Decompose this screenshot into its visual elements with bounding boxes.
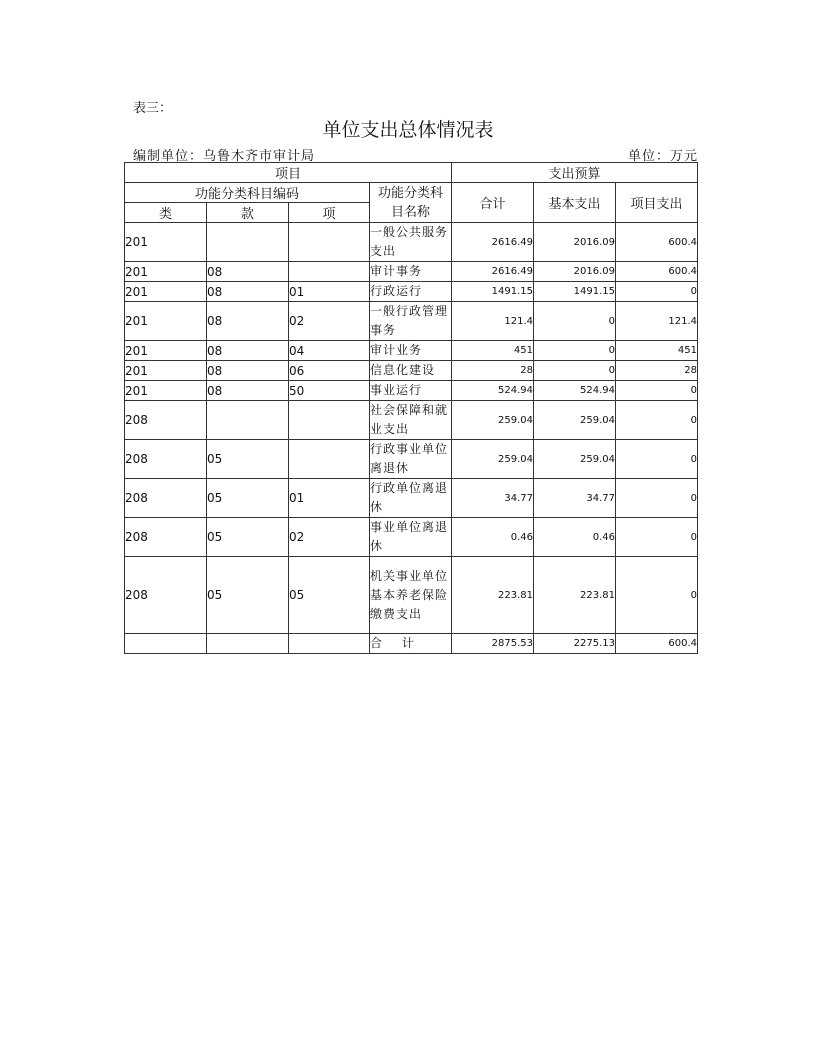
cell-basic: 259.04 — [534, 401, 616, 440]
cell-basic: 0 — [534, 341, 616, 361]
table-row — [125, 440, 698, 479]
table-row — [125, 479, 698, 518]
header-func-name: 功能分类科目名称 — [370, 183, 452, 223]
cell-name: 一般行政管理事务 — [370, 302, 452, 341]
cell-kuan: 05 — [207, 479, 289, 518]
cell-name: 信息化建设 — [370, 361, 452, 381]
table-row — [125, 262, 698, 282]
total-basic: 2275.13 — [534, 634, 616, 654]
total-proj: 600.4 — [616, 634, 698, 654]
currency-unit: 单位：万元 — [628, 149, 699, 164]
cell-lei: 201 — [125, 262, 207, 282]
total-total: 2875.53 — [452, 634, 534, 654]
header-kuan: 款 — [207, 203, 289, 223]
total-row — [125, 634, 698, 654]
cell-name: 事业单位离退休 — [370, 518, 452, 557]
cell-basic: 259.04 — [534, 440, 616, 479]
cell-total: 451 — [452, 341, 534, 361]
cell-lei: 201 — [125, 381, 207, 401]
header-lei: 类 — [125, 203, 207, 223]
cell-total: 1491.15 — [452, 282, 534, 302]
compiling-unit: 编制单位：乌鲁木齐市审计局 — [133, 149, 316, 164]
cell-basic: 0 — [534, 302, 616, 341]
cell-proj: 0 — [616, 440, 698, 479]
cell-basic: 524.94 — [534, 381, 616, 401]
cell-name: 行政事业单位离退休 — [370, 440, 452, 479]
empty-cell — [125, 634, 207, 654]
cell-basic: 2016.09 — [534, 223, 616, 262]
cell-basic: 223.81 — [534, 557, 616, 634]
header-budget: 支出预算 — [452, 163, 698, 183]
total-name: 合 计 — [370, 634, 452, 654]
cell-lei: 208 — [125, 557, 207, 634]
table-row — [125, 557, 698, 634]
cell-total: 223.81 — [452, 557, 534, 634]
cell-basic: 34.77 — [534, 479, 616, 518]
cell-proj: 0 — [616, 518, 698, 557]
cell-proj: 28 — [616, 361, 698, 381]
header-func-code: 功能分类科目编码 — [125, 183, 370, 203]
cell-total: 121.4 — [452, 302, 534, 341]
empty-cell — [207, 634, 289, 654]
cell-total: 2616.49 — [452, 262, 534, 282]
cell-xiang: 06 — [289, 361, 370, 381]
cell-name: 一般公共服务支出 — [370, 223, 452, 262]
cell-xiang: 02 — [289, 518, 370, 557]
table-row — [125, 381, 698, 401]
cell-proj: 0 — [616, 282, 698, 302]
cell-kuan: 08 — [207, 262, 289, 282]
cell-proj: 0 — [616, 479, 698, 518]
cell-xiang: 05 — [289, 557, 370, 634]
header-xiang: 项 — [289, 203, 370, 223]
cell-kuan: 08 — [207, 381, 289, 401]
cell-name: 审计业务 — [370, 341, 452, 361]
expenditure-table — [124, 162, 698, 654]
cell-xiang — [289, 401, 370, 440]
header-basic: 基本支出 — [534, 183, 616, 223]
cell-xiang: 50 — [289, 381, 370, 401]
table-row — [125, 361, 698, 381]
page-title: 单位支出总体情况表 — [322, 119, 494, 141]
table-row — [125, 401, 698, 440]
cell-total: 524.94 — [452, 381, 534, 401]
cell-lei: 201 — [125, 302, 207, 341]
header-project: 项目 — [125, 163, 452, 183]
cell-proj: 0 — [616, 557, 698, 634]
cell-kuan: 08 — [207, 282, 289, 302]
cell-name: 社会保障和就业支出 — [370, 401, 452, 440]
cell-xiang: 04 — [289, 341, 370, 361]
cell-lei: 201 — [125, 361, 207, 381]
cell-total: 259.04 — [452, 440, 534, 479]
cell-xiang: 01 — [289, 479, 370, 518]
cell-kuan: 05 — [207, 518, 289, 557]
cell-basic: 0.46 — [534, 518, 616, 557]
page-label: 表三： — [133, 101, 173, 116]
cell-basic: 2016.09 — [534, 262, 616, 282]
cell-kuan — [207, 223, 289, 262]
cell-total: 0.46 — [452, 518, 534, 557]
cell-kuan: 08 — [207, 341, 289, 361]
cell-kuan — [207, 401, 289, 440]
cell-lei: 208 — [125, 518, 207, 557]
cell-name: 审计事务 — [370, 262, 452, 282]
header-proj: 项目支出 — [616, 183, 698, 223]
cell-xiang — [289, 262, 370, 282]
cell-kuan: 05 — [207, 557, 289, 634]
table-row — [125, 282, 698, 302]
cell-proj: 600.4 — [616, 262, 698, 282]
cell-total: 259.04 — [452, 401, 534, 440]
cell-proj: 0 — [616, 401, 698, 440]
cell-kuan: 08 — [207, 361, 289, 381]
empty-cell — [289, 634, 370, 654]
cell-lei: 201 — [125, 341, 207, 361]
cell-basic: 1491.15 — [534, 282, 616, 302]
table-row — [125, 341, 698, 361]
cell-total: 2616.49 — [452, 223, 534, 262]
cell-basic: 0 — [534, 361, 616, 381]
cell-xiang — [289, 440, 370, 479]
cell-lei: 208 — [125, 479, 207, 518]
table-row — [125, 223, 698, 262]
table-row — [125, 302, 698, 341]
cell-kuan: 05 — [207, 440, 289, 479]
cell-total: 34.77 — [452, 479, 534, 518]
cell-xiang — [289, 223, 370, 262]
cell-name: 行政单位离退休 — [370, 479, 452, 518]
cell-lei: 201 — [125, 282, 207, 302]
cell-proj: 0 — [616, 381, 698, 401]
cell-kuan: 08 — [207, 302, 289, 341]
cell-name: 事业运行 — [370, 381, 452, 401]
cell-name: 行政运行 — [370, 282, 452, 302]
cell-lei: 208 — [125, 401, 207, 440]
cell-proj: 600.4 — [616, 223, 698, 262]
cell-xiang: 01 — [289, 282, 370, 302]
cell-lei: 208 — [125, 440, 207, 479]
cell-proj: 451 — [616, 341, 698, 361]
cell-proj: 121.4 — [616, 302, 698, 341]
cell-total: 28 — [452, 361, 534, 381]
cell-name: 机关事业单位基本养老保险缴费支出 — [370, 557, 452, 634]
table-row — [125, 518, 698, 557]
header-total: 合计 — [452, 183, 534, 223]
cell-lei: 201 — [125, 223, 207, 262]
cell-xiang: 02 — [289, 302, 370, 341]
